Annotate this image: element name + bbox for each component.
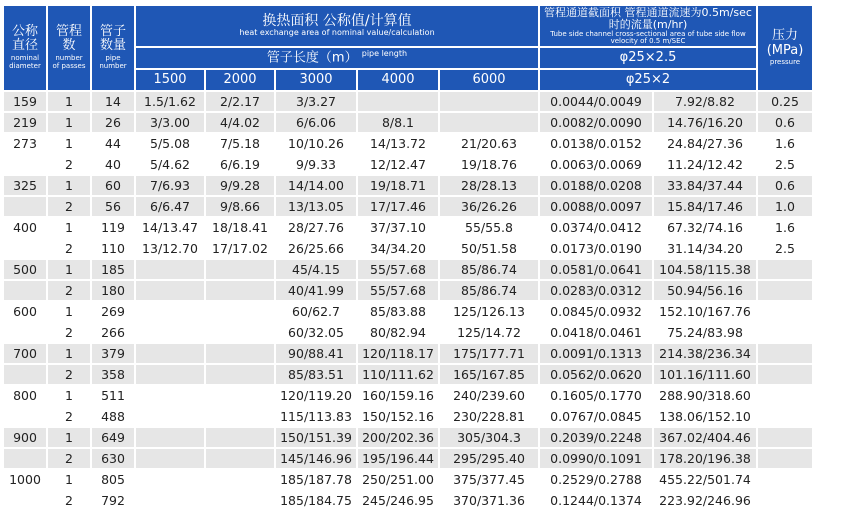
cell-channel-area: 0.0044/0.0049 [540, 92, 652, 111]
cell-pressure [758, 260, 812, 279]
cell-pressure: 1.6 [758, 218, 812, 237]
cell-nominal-diameter: 700 [4, 344, 46, 363]
cell-area-1500: 6/6.47 [136, 197, 204, 216]
cell-area-2000: 6/6.19 [206, 155, 274, 174]
cell-nominal-diameter: 1000 [4, 470, 46, 489]
cell-area-2000 [206, 428, 274, 447]
cell-area-3000: 60/32.05 [276, 323, 356, 342]
cell-area-2000 [206, 365, 274, 384]
cell-pressure [758, 449, 812, 468]
cell-passes: 1 [48, 386, 90, 405]
cell-flow-rate: 50.94/56.16 [654, 281, 756, 300]
cell-pressure [758, 386, 812, 405]
cell-nominal-diameter [4, 323, 46, 342]
cell-passes: 1 [48, 344, 90, 363]
cell-area-4000: 245/246.95 [358, 491, 438, 510]
cell-passes: 1 [48, 134, 90, 153]
header-length-3000: 3000 [276, 70, 356, 90]
cell-area-3000: 145/146.96 [276, 449, 356, 468]
cell-area-4000: 14/13.72 [358, 134, 438, 153]
cell-area-1500: 3/3.00 [136, 113, 204, 132]
cell-pipe-number: 26 [92, 113, 134, 132]
cell-channel-area: 0.0082/0.0090 [540, 113, 652, 132]
header-length-6000: 6000 [440, 70, 538, 90]
table-row [4, 323, 812, 342]
cell-channel-area: 0.0063/0.0069 [540, 155, 652, 174]
table-row [4, 407, 812, 426]
cell-pressure: 0.6 [758, 176, 812, 195]
cell-area-3000: 9/9.33 [276, 155, 356, 174]
cell-area-1500 [136, 491, 204, 510]
cell-channel-area: 0.1605/0.1770 [540, 386, 652, 405]
cell-area-4000: 80/82.94 [358, 323, 438, 342]
cell-flow-rate: 14.76/16.20 [654, 113, 756, 132]
cell-area-1500 [136, 281, 204, 300]
cell-area-3000: 90/88.41 [276, 344, 356, 363]
cell-area-3000: 115/113.83 [276, 407, 356, 426]
cell-pipe-number: 792 [92, 491, 134, 510]
cell-flow-rate: 214.38/236.34 [654, 344, 756, 363]
cell-area-6000: 230/228.81 [440, 407, 538, 426]
cell-area-1500: 5/5.08 [136, 134, 204, 153]
cell-area-6000: 36/26.26 [440, 197, 538, 216]
cell-nominal-diameter: 159 [4, 92, 46, 111]
cell-area-1500 [136, 386, 204, 405]
cell-area-6000: 85/86.74 [440, 260, 538, 279]
cell-area-3000: 28/27.76 [276, 218, 356, 237]
cell-area-3000: 3/3.27 [276, 92, 356, 111]
cell-nominal-diameter [4, 155, 46, 174]
cell-pipe-number: 60 [92, 176, 134, 195]
cell-area-6000: 165/167.85 [440, 365, 538, 384]
table-row [4, 302, 812, 321]
cell-pipe-number: 56 [92, 197, 134, 216]
cell-area-1500 [136, 302, 204, 321]
cell-pressure [758, 470, 812, 489]
cell-area-6000: 19/18.76 [440, 155, 538, 174]
cell-area-6000 [440, 92, 538, 111]
cell-nominal-diameter: 800 [4, 386, 46, 405]
cell-pressure [758, 302, 812, 321]
cell-channel-area: 0.0173/0.0190 [540, 239, 652, 258]
cell-pipe-number: 379 [92, 344, 134, 363]
cell-passes: 1 [48, 428, 90, 447]
cell-channel-area: 0.0767/0.0845 [540, 407, 652, 426]
cell-passes: 2 [48, 239, 90, 258]
header-heat-exchange-area: 换热面积 公称值/计算值 heat exchange area of nominal value/calculation [136, 6, 538, 46]
table-row [4, 449, 812, 468]
cell-channel-area: 0.0138/0.0152 [540, 134, 652, 153]
cell-pressure: 1.0 [758, 197, 812, 216]
cell-flow-rate: 455.22/501.74 [654, 470, 756, 489]
cell-flow-rate: 101.16/111.60 [654, 365, 756, 384]
cell-area-4000: 34/34.20 [358, 239, 438, 258]
cell-pipe-number: 805 [92, 470, 134, 489]
header-channel-area-flow: 管程通道截面积 管程通道流速为0.5m/sec 时的流量(m/hr) Tube side channel cross-sectional area of tube side flow velocity of 0.5 m/SEC [540, 6, 756, 46]
cell-passes: 2 [48, 365, 90, 384]
cell-channel-area: 0.2039/0.2248 [540, 428, 652, 447]
cell-nominal-diameter [4, 281, 46, 300]
table-row [4, 113, 812, 132]
cell-area-3000: 40/41.99 [276, 281, 356, 300]
cell-nominal-diameter: 325 [4, 176, 46, 195]
table-row [4, 92, 812, 111]
cell-area-4000: 110/111.62 [358, 365, 438, 384]
cell-passes: 1 [48, 302, 90, 321]
cell-area-6000 [440, 113, 538, 132]
cell-nominal-diameter: 900 [4, 428, 46, 447]
cell-area-3000: 185/184.75 [276, 491, 356, 510]
cell-nominal-diameter: 500 [4, 260, 46, 279]
cell-pipe-number: 649 [92, 428, 134, 447]
table-row [4, 176, 812, 195]
cell-area-3000: 10/10.26 [276, 134, 356, 153]
cell-passes: 1 [48, 470, 90, 489]
cell-passes: 2 [48, 323, 90, 342]
cell-area-3000: 45/4.15 [276, 260, 356, 279]
cell-pressure: 2.5 [758, 155, 812, 174]
cell-area-1500 [136, 449, 204, 468]
cell-pressure: 0.6 [758, 113, 812, 132]
cell-flow-rate: 178.20/196.38 [654, 449, 756, 468]
cell-nominal-diameter: 219 [4, 113, 46, 132]
cell-flow-rate: 7.92/8.82 [654, 92, 756, 111]
cell-pressure: 1.6 [758, 134, 812, 153]
cell-area-6000: 50/51.58 [440, 239, 538, 258]
table-row [4, 239, 812, 258]
cell-passes: 2 [48, 407, 90, 426]
cell-flow-rate: 24.84/27.36 [654, 134, 756, 153]
cell-area-2000 [206, 344, 274, 363]
cell-nominal-diameter [4, 239, 46, 258]
cell-area-6000: 28/28.13 [440, 176, 538, 195]
cell-area-1500 [136, 344, 204, 363]
cell-nominal-diameter [4, 197, 46, 216]
cell-area-1500 [136, 365, 204, 384]
cell-pipe-number: 358 [92, 365, 134, 384]
cell-area-2000 [206, 281, 274, 300]
cell-pressure [758, 281, 812, 300]
cell-area-1500 [136, 260, 204, 279]
cell-channel-area: 0.0581/0.0641 [540, 260, 652, 279]
cell-area-2000: 4/4.02 [206, 113, 274, 132]
cell-passes: 2 [48, 197, 90, 216]
cell-area-4000: 120/118.17 [358, 344, 438, 363]
cell-area-3000: 185/187.78 [276, 470, 356, 489]
table-body [4, 92, 812, 510]
cell-flow-rate: 138.06/152.10 [654, 407, 756, 426]
cell-area-6000: 21/20.63 [440, 134, 538, 153]
table-row [4, 134, 812, 153]
cell-area-2000: 2/2.17 [206, 92, 274, 111]
cell-channel-area: 0.0283/0.0312 [540, 281, 652, 300]
table-row [4, 428, 812, 447]
cell-area-6000: 240/239.60 [440, 386, 538, 405]
cell-flow-rate: 33.84/37.44 [654, 176, 756, 195]
header-number-of-passes: 管程 数 number of passes [48, 6, 90, 90]
header-length-4000: 4000 [358, 70, 438, 90]
cell-area-6000: 375/377.45 [440, 470, 538, 489]
cell-area-4000: 250/251.00 [358, 470, 438, 489]
cell-area-3000: 150/151.39 [276, 428, 356, 447]
cell-area-2000 [206, 449, 274, 468]
cell-area-2000 [206, 302, 274, 321]
cell-flow-rate: 11.24/12.42 [654, 155, 756, 174]
cell-area-1500 [136, 407, 204, 426]
cell-area-6000: 125/14.72 [440, 323, 538, 342]
cell-area-4000: 160/159.16 [358, 386, 438, 405]
cell-passes: 1 [48, 92, 90, 111]
cell-area-1500 [136, 428, 204, 447]
cell-passes: 1 [48, 176, 90, 195]
cell-area-4000 [358, 92, 438, 111]
cell-passes: 2 [48, 449, 90, 468]
table-row [4, 218, 812, 237]
cell-channel-area: 0.1244/0.1374 [540, 491, 652, 510]
cell-nominal-diameter [4, 407, 46, 426]
cell-pipe-number: 511 [92, 386, 134, 405]
cell-area-3000: 60/62.7 [276, 302, 356, 321]
cell-flow-rate: 67.32/74.16 [654, 218, 756, 237]
cell-pipe-number: 269 [92, 302, 134, 321]
cell-area-2000 [206, 260, 274, 279]
cell-channel-area: 0.0418/0.0461 [540, 323, 652, 342]
cell-passes: 2 [48, 281, 90, 300]
cell-pipe-number: 14 [92, 92, 134, 111]
cell-area-4000: 8/8.1 [358, 113, 438, 132]
cell-nominal-diameter: 400 [4, 218, 46, 237]
cell-pressure [758, 491, 812, 510]
cell-channel-area: 0.0562/0.0620 [540, 365, 652, 384]
cell-pressure [758, 323, 812, 342]
cell-nominal-diameter: 273 [4, 134, 46, 153]
cell-flow-rate: 367.02/404.46 [654, 428, 756, 447]
cell-passes: 2 [48, 491, 90, 510]
cell-passes: 1 [48, 260, 90, 279]
cell-channel-area: 0.0845/0.0932 [540, 302, 652, 321]
header-pressure: 压力 (MPa) pressure [758, 6, 812, 90]
table-row [4, 344, 812, 363]
cell-area-3000: 120/119.20 [276, 386, 356, 405]
cell-area-2000: 7/5.18 [206, 134, 274, 153]
cell-nominal-diameter [4, 491, 46, 510]
header-length-2000: 2000 [206, 70, 274, 90]
cell-area-3000: 26/25.66 [276, 239, 356, 258]
table-row [4, 491, 812, 510]
cell-area-1500: 5/4.62 [136, 155, 204, 174]
cell-pipe-number: 266 [92, 323, 134, 342]
cell-area-2000: 17/17.02 [206, 239, 274, 258]
header-length-1500: 1500 [136, 70, 204, 90]
table-row [4, 260, 812, 279]
cell-area-4000: 37/37.10 [358, 218, 438, 237]
table-row [4, 197, 812, 216]
cell-pressure [758, 428, 812, 447]
table-row [4, 155, 812, 174]
cell-nominal-diameter [4, 449, 46, 468]
cell-pressure: 2.5 [758, 239, 812, 258]
cell-area-4000: 12/12.47 [358, 155, 438, 174]
cell-flow-rate: 15.84/17.46 [654, 197, 756, 216]
cell-area-4000: 150/152.16 [358, 407, 438, 426]
cell-nominal-diameter [4, 365, 46, 384]
cell-area-4000: 19/18.71 [358, 176, 438, 195]
cell-channel-area: 0.2529/0.2788 [540, 470, 652, 489]
cell-channel-area: 0.0088/0.0097 [540, 197, 652, 216]
cell-area-1500 [136, 470, 204, 489]
header-pipe-length: 管子长度（m） $^{pipe length}$ [136, 48, 538, 68]
header-phi-25x2: φ25×2 [540, 70, 756, 90]
cell-area-6000: 295/295.40 [440, 449, 538, 468]
cell-nominal-diameter: 600 [4, 302, 46, 321]
cell-area-2000 [206, 491, 274, 510]
header-phi-25x2-5: φ25×2.5 [540, 48, 756, 68]
cell-area-3000: 13/13.05 [276, 197, 356, 216]
cell-channel-area: 0.0990/0.1091 [540, 449, 652, 468]
cell-pipe-number: 488 [92, 407, 134, 426]
cell-flow-rate: 152.10/167.76 [654, 302, 756, 321]
cell-pipe-number: 185 [92, 260, 134, 279]
cell-area-1500 [136, 323, 204, 342]
cell-area-4000: 195/196.44 [358, 449, 438, 468]
table-row [4, 365, 812, 384]
table-row [4, 470, 812, 489]
cell-flow-rate: 31.14/34.20 [654, 239, 756, 258]
cell-area-3000: 14/14.00 [276, 176, 356, 195]
cell-passes: 1 [48, 218, 90, 237]
cell-area-2000: 9/8.66 [206, 197, 274, 216]
cell-area-4000: 55/57.68 [358, 260, 438, 279]
cell-area-2000 [206, 386, 274, 405]
cell-area-6000: 305/304.3 [440, 428, 538, 447]
heat-exchanger-spec-table [2, 4, 814, 512]
cell-flow-rate: 75.24/83.98 [654, 323, 756, 342]
cell-flow-rate: 223.92/246.96 [654, 491, 756, 510]
cell-pressure [758, 344, 812, 363]
cell-area-4000: 85/83.88 [358, 302, 438, 321]
table-row [4, 281, 812, 300]
cell-area-4000: 17/17.46 [358, 197, 438, 216]
cell-area-6000: 85/86.74 [440, 281, 538, 300]
cell-area-2000: 18/18.41 [206, 218, 274, 237]
cell-area-4000: 55/57.68 [358, 281, 438, 300]
cell-area-3000: 85/83.51 [276, 365, 356, 384]
cell-pipe-number: 119 [92, 218, 134, 237]
cell-flow-rate: 288.90/318.60 [654, 386, 756, 405]
cell-pressure: 0.25 [758, 92, 812, 111]
cell-pressure [758, 365, 812, 384]
cell-area-6000: 125/126.13 [440, 302, 538, 321]
cell-pipe-number: 630 [92, 449, 134, 468]
cell-flow-rate: 104.58/115.38 [654, 260, 756, 279]
cell-area-1500: 14/13.47 [136, 218, 204, 237]
cell-area-6000: 175/177.71 [440, 344, 538, 363]
cell-channel-area: 0.0188/0.0208 [540, 176, 652, 195]
cell-passes: 2 [48, 155, 90, 174]
cell-area-1500: 1.5/1.62 [136, 92, 204, 111]
cell-pipe-number: 44 [92, 134, 134, 153]
cell-channel-area: 0.0091/0.1313 [540, 344, 652, 363]
cell-area-6000: 370/371.36 [440, 491, 538, 510]
cell-area-2000 [206, 323, 274, 342]
header-pipe-number: 管子 数量 pipe number [92, 6, 134, 90]
cell-area-1500: 7/6.93 [136, 176, 204, 195]
cell-channel-area: 0.0374/0.0412 [540, 218, 652, 237]
cell-area-2000 [206, 407, 274, 426]
cell-area-1500: 13/12.70 [136, 239, 204, 258]
cell-pipe-number: 180 [92, 281, 134, 300]
cell-area-2000 [206, 470, 274, 489]
header-nominal-diameter: 公称 直径 nominal diameter [4, 6, 46, 90]
cell-pipe-number: 110 [92, 239, 134, 258]
table-row [4, 386, 812, 405]
cell-area-2000: 9/9.28 [206, 176, 274, 195]
cell-area-6000: 55/55.8 [440, 218, 538, 237]
cell-pipe-number: 40 [92, 155, 134, 174]
cell-pressure [758, 407, 812, 426]
cell-passes: 1 [48, 113, 90, 132]
cell-area-3000: 6/6.06 [276, 113, 356, 132]
cell-area-4000: 200/202.36 [358, 428, 438, 447]
